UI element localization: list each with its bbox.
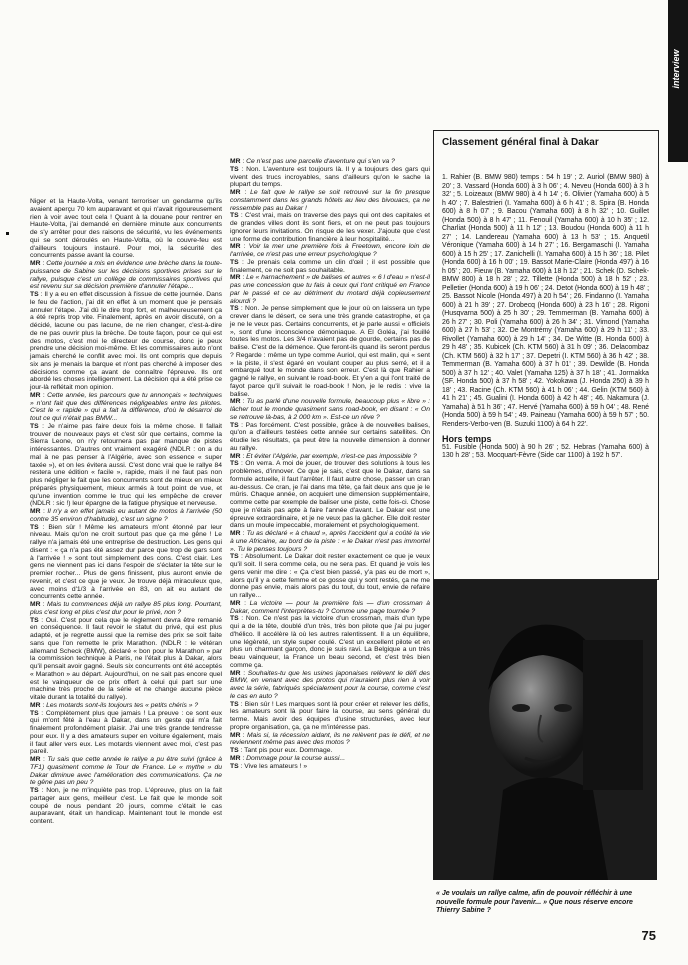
interview-question: MR : Mais tu commences déjà un rallye 85 plus long. Pourtant, plus c'est long et plus c'est dur pour le privé, non ?	[30, 601, 222, 616]
interview-answer: TS : Absolument. Le Dakar doit rester exactement ce que je veux qu'il soit. Il sera comme cela, ou ne sera pas. Et quand je vois les gens venir me dire : « Ça c'est bien passé, y'a pas eu de mort », alors qu'il y a cette femme et ce gosse qui y sont restés, ça ne me donne pas envie, mais alors pas du tout, du tout, envie de refaire un rallye...	[230, 553, 430, 599]
speaker-label: MR	[230, 398, 241, 406]
body-text: Je n'aime pas faire deux fois la même chose. Il fallait trouver de nouveaux pays et c'est sûr que certains, comme la Sierra Leone, on n'y retournera pas par manque de pistes intéressantes. D'autres ont vraiment exagéré (NDLR : on a du mal à ne pas penser à l'Algérie, avec son essence « super taxée »), et on les évitera aussi. C'est donc vrai que le rallye 84 restera une édition « facile », rapide, mais il ne faut pas non plus négliger le fait que les concurrents sont de mieux en mieux préparés physiquement, mieux armés à tout point de vue, et qu'une invention comme le truc qui les empêche de crever (NDLR : sic !) leur épargne de la fatigue physique et nerveuse.	[30, 422, 222, 508]
body-text: Tu sais que cette année le rallye a pu être suivi (grâce à TF1) quasiment comme le Tour de France. Le « mythe » du Dakar diminue avec l'amélioration des communications. Ça ne te gêne pas un peu ?	[30, 756, 222, 787]
interview-question: MR : Souhaites-tu que les usines japonaises relèvent le défi des BMW, en venant avec des protos qui n'auraient plus rien à voir avec la série, fabriqués spécialement pour la course, comme c'est le cas en auto ?	[230, 669, 430, 700]
speaker-label: MR	[230, 754, 241, 762]
speaker-label: TS	[30, 422, 39, 430]
body-text: Ce n'est pas une parcelle d'aventure qui s'en va ?	[246, 158, 395, 165]
hors-temps-text: 51. Fusible (Honda 500) à 90 h 26' ; 52. Hebras (Yamaha 600) à 130 h 28' ; 53. Mocquart-Fèvre (Side car 1100) à 192 h 57'.	[442, 443, 649, 459]
interview-question: MR : Voir la mer une première fois à Freetown, encore loin de l'arrivée, ce n'est pas une erreur psychologique ?	[230, 243, 430, 258]
speaker-label: MR	[230, 669, 241, 677]
body-text: Cette journée a mis en évidence une brèche dans la toute-puissance de Sabine sur les décisions sportives prises sur le rallye, puisque c'est un collège de commissaires sportives qui est revenu sur sa décision première d'annuler l'étape...	[30, 260, 222, 291]
interview-question: MR : Le fait que le rallye se soit retrouvé sur la fin presque constamment dans les grands hôtels au lieu des bivouacs, ça ne ressemble pas au Dakar !	[230, 189, 430, 212]
speaker-label: MR	[30, 508, 41, 515]
paragraph	[30, 198, 222, 260]
interview-question: MR : Il n'y a en effet jamais eu autant de motos à l'arrivée (50 contre 35 environ d'habitude), c'est un signe ?	[30, 508, 222, 523]
body-text: Tu as parlé d'une nouvelle formule, beaucoup plus « libre » : lâcher tout le monde quasiment sans road-book, en disant : « On se retrouve là-bas, à 2 000 km ». Est-ce un rêve ?	[230, 398, 430, 421]
body-text: Non. L'aventure est toujours là. Il y a toujours des gars qui vivent des trucs incroyables, sans d'ailleurs qu'on le sache la plupart du temps.	[230, 165, 430, 189]
speaker-label: TS	[230, 700, 239, 708]
body-text: Tant pis pour eux. Dommage.	[244, 747, 333, 754]
speaker-label: MR	[230, 452, 241, 460]
interview-answer: TS : Tant pis pour eux. Dommage.	[230, 747, 333, 754]
interview-answer: TS : On verra. A moi de jouer, de trouver des solutions à tous les problèmes, d'innover. Ce que je sais, c'est que le Dakar, dans sa formule actuelle, il faut l'arrêter. Il faut autre chose, passer un cran au-dessus. Ce cran, je l'ai dans ma tête, ça fait deux ans que je le mûris. Chaque année, on acquiert une dimension supplémentaire, comme cette par exemple de baliser une piste, cette fois-ci. Chose que je n'étais pas apte à faire l'année d'avant. Le Dakar est une épreuve extraordinaire, et je ne veux pas la gâcher. Elle doit rester dans un moule impeccable, moralement et psychologiquement.	[230, 460, 430, 530]
interview-question: MR : Les motards sont-ils toujours tes « petits chéris » ?	[30, 701, 199, 709]
body-text: Bien sûr ! Les marques sont là pour créer et relever les défis, les amateurs sont là pour faire la course, au sens général du terme. Mais avoir des équipes d'usine structurées, avec leur propre organisation, ça, ça ne m'intéresse pas.	[230, 700, 430, 731]
speaker-label: MR	[30, 391, 41, 399]
body-text: C'est vrai, mais on traverse des pays qui ont des capitales et de grandes villes dont ils sont fiers, et on ne peut pas toujours ignorer leurs invitations. On risque de les vexer. J'ajoute que c'est une forme de contribution financière à leur hospitalité...	[230, 212, 430, 243]
body-text: Niger et la Haute-Volta, venant terroriser un gendarme qu'ils avaient aperçu 70 km auparavant et qui n'avait rigoureusement rien à voir avec tout cela ! Quant à la douane pour rentrer en Haute-Volta, j'ai demandé en dernière minute aux concurrents de s'y arrêter pour des raisons de sécurité, vu les événements qui se sont déroulés en Haute-Volta, où le couvre-feu est d'ailleurs toujours instauré. Pour moi, la sécurité des concurrents passe avant la course.	[30, 198, 222, 260]
interview-answer: TS : Non, je ne m'inquiète pas trop. L'épreuve, plus on la fait partager aux gens, meilleur c'est. Le fait que le monde soit coupé de nous pendant 20 jours, comme c'était le cas auparavant, était un handicap. Maintenant tout le monde est content.	[30, 787, 222, 825]
photo-caption: « Je voulais un rallye calme, afin de pouvoir réfléchir à une nouvelle formule pour l'avenir... » Que nous réserve encore Thierry Sabine ?	[436, 890, 633, 914]
speaker-label: MR	[30, 701, 41, 709]
body-text: Le fait que le rallye se soit retrouvé sur la fin presque constamment dans les grands hôtels au lieu des bivouacs, ça ne ressemble pas au Dakar !	[230, 189, 430, 212]
page-number: 75	[641, 928, 656, 943]
speaker-label: TS	[230, 762, 239, 770]
results-box	[433, 130, 659, 580]
body-text: Mais tu commences déjà un rallye 85 plus long. Pourtant, plus c'est long et plus c'est dur pour le privé, non ?	[30, 601, 222, 616]
interview-question: MR : Dommage pour la course aussi...	[230, 754, 346, 762]
results-list	[442, 174, 649, 461]
speaker-label: TS	[230, 212, 239, 220]
speaker-label: MR	[30, 260, 41, 267]
interview-answer: TS : Non. Je pense simplement que le jour où on laissera un type crever dans le désert, ce sera une très grande catastrophe, et ça je ne le veux pas. Certains concurrents, et je parle aussi « officiels », sont d'une inconscience démoniaque. A El Goléa, j'ai fouillé toutes les motos. Les 3/4 n'avaient pas de gourde, certains pas de balise. C'est de la démence. Que feront-ils quand ils seront perdus ? Regarde : même un type comme Auriol, qui est malin, qui « sent » la piste, il s'est égaré en voulant couper au plus serré, et il a embarqué tout le monde dans son erreur. C'est là que Rahier a gagné le rallye, en suivant le road-book. Et y'en a qui l'ont traité de fayot parce qu'il suivait le road-book ! Non, je le redis : vive la balise.	[230, 305, 430, 398]
body-text: Il n'y a en effet jamais eu autant de motos à l'arrivée (50 contre 35 environ d'habitude), c'est un signe ?	[30, 508, 222, 523]
speaker-label: MR	[30, 601, 41, 608]
speaker-label: MR	[230, 158, 241, 165]
interview-answer: TS : Bien sûr ! Même les amateurs m'ont étonné par leur niveau. Mais qu'on ne croit surtout pas que ça me gêne ! Le rallye n'a jamais été une entreprise de destruction. Les gens qui disent : « ça n'a pas été assez dur parce que trop de gars sont à l'arrivée ! » sont tout simplement des cons. C'est clair. Les gens ne viennent pas ici dans l'espoir de s'éclater la tête sur le premier rocher... Plus de gens finissent, plus auront envie de revenir, et c'est ce que je veux. Je trouve déjà miraculeux que, avec moins d'1/3 à l'arrivée en 83, on ait eu autant de concurrents cette année.	[30, 523, 222, 601]
body-text: Le « harnachement » de balises et autres « 6 l d'eau » n'est-il pas une concession que tu fais à ceux qui t'ont critiqué en France par le passé et ce au détriment du motard déjà copieusement alourdi ?	[230, 274, 430, 305]
interview-answer: TS : Non. L'aventure est toujours là. Il y a toujours des gars qui vivent des trucs incroyables, sans d'ailleurs qu'on le sache la plupart du temps.	[230, 165, 430, 189]
body-text: Je prenais cela comme un clin d'œil ; il est possible que finalement, ce ne soit pas souhaitable.	[230, 258, 430, 274]
speaker-label: TS	[30, 709, 39, 717]
interview-tab	[668, 0, 688, 162]
interview-question: MR : La victoire — pour la première fois — d'un crossman à Dakar, comment l'interprètes-tu ? Comme une page tournée ?	[230, 599, 430, 615]
speaker-label: TS	[230, 305, 239, 313]
interview-question: MR : Ce n'est pas une parcelle d'aventure qui s'en va ?	[230, 158, 395, 165]
body-text: Voir la mer une première fois à Freetown, encore loin de l'arrivée, ce n'est pas une erreur psychologique ?	[230, 243, 430, 258]
speaker-label: TS	[230, 460, 239, 468]
interview-question: MR : Tu as déclaré « à chaud », après l'accident qui a coûté la vie à une Africaine, au bord de la piste : « le Dakar n'est pas immortel ». Tu le penses toujours ?	[230, 530, 430, 553]
speaker-label: MR	[230, 274, 241, 282]
body-text: Bien sûr ! Même les amateurs m'ont étonné par leur niveau. Mais qu'on ne croit surtout pas que ça me gêne ! Le rallye n'a jamais été une entreprise de destruction. Les gens qui disent : « ça n'a pas été assez dur parce que trop de gars sont à l'arrivée ! » sont tout simplement des cons. C'est clair. Les gens ne viennent pas ici dans l'espoir de s'éclater la tête sur le premier rocher... Plus de gens finissent, plus auront envie de revenir, et c'est ce que je veux. Je trouve déjà miraculeux que, avec moins d'1/3 à l'arrivée en 83, on ait eu autant de concurrents cette année.	[30, 523, 222, 601]
interview-question: MR : Tu sais que cette année le rallye a pu être suivi (grâce à TF1) quasiment comme le Tour de France. Le « mythe » du Dakar diminue avec l'amélioration des communications. Ça ne te gêne pas un peu ?	[30, 756, 222, 787]
body-text: Complètement plus que jamais ! La preuve : ce sont eux qui m'ont fêté à l'eau à Dakar, dans un geste qui m'a fait finalement profondément plaisir. J'ai une très grande tendresse pour eux. Il y a des amateurs super en voiture également, mais il faut aller vers eux. Les motards viennent avec moi, c'est pas pareil.	[30, 709, 222, 756]
speaker-label: TS	[30, 291, 39, 298]
interview-question: MR : Tu as parlé d'une nouvelle formule, beaucoup plus « libre » : lâcher tout le monde quasiment sans road-book, en disant : « On se retrouve là-bas, à 2 000 km ». Est-ce un rêve ?	[230, 398, 430, 421]
article-column-1	[30, 198, 222, 826]
interview-answer: TS : Bien sûr ! Les marques sont là pour créer et relever les défis, les amateurs sont là pour faire la course, au sens général du terme. Mais avoir des équipes d'usine structurées, avec leur propre organisation, ça, ça ne m'intéresse pas.	[230, 700, 430, 731]
article-column-2	[230, 158, 430, 770]
speaker-label: TS	[230, 553, 239, 561]
body-text: Pas forcément. C'est possible, grâce à de nouvelles balises, qu'on a d'ailleurs testées cette année sur certains satellites. On étudie les résultats, ça peut être la nouvelle dimension à donner au rallye.	[230, 421, 430, 452]
body-text: Oui. C'est pour cela que le règlement devra être remanié en conséquence. Il faut revoir le statut du privé, qui est plus adapté, et je regrette aussi que la remise des prix se soit faite sans que l'on remette le prix Marathon. (NDLR : le vétéran allemand Scheck (BMW), déclaré « bon pour le Marathon » par la commission technique à Paris, ne l'était plus à Dakar, alors qu'il pensait avoir gagné. Seuls six concurrents ont été acceptés « Marathon » au départ. Aujourd'hui, on ne sait pas encore quel est le vainqueur de ce prix offert à celui qui part sur une machine très proche de la série et ne change aucune pièce vitale durant la totalité du rallye).	[30, 616, 222, 701]
interview-question: MR : Cette journée a mis en évidence une brèche dans la toute-puissance de Sabine sur les décisions sportives prises sur le rallye, puisque c'est un collège de commissaires sportives qui est revenu sur sa décision première d'annuler l'étape...	[30, 260, 222, 291]
interview-answer: TS : C'est vrai, mais on traverse des pays qui ont des capitales et de grandes villes dont ils sont fiers, et on ne peut pas toujours ignorer leurs invitations. On risque de les vexer. J'ajoute que c'est une forme de contribution financière à leur hospitalité...	[230, 212, 430, 243]
interview-answer: TS : Pas forcément. C'est possible, grâce à de nouvelles balises, qu'on a d'ailleurs testées cette année sur certains satellites. On étudie les résultats, ça peut être la nouvelle dimension à donner au rallye.	[230, 421, 430, 452]
interview-answer: TS : Oui. C'est pour cela que le règlement devra être remanié en conséquence. Il faut revoir le statut du privé, qui est plus adapté, et je regrette aussi que la remise des prix se soit faite sans que l'on remette le prix Marathon. (NDLR : le vétéran allemand Scheck (BMW), déclaré « bon pour le Marathon » par la commission technique à Paris, ne l'était plus à Dakar, alors qu'il pensait avoir gagné. Seuls six concurrents ont été acceptés « Marathon » au départ. Aujourd'hui, on ne sait pas encore quel est le vainqueur de ce prix offert à celui qui part sur une machine très proche de la série et ne change aucune pièce vitale durant la totalité du rallye).	[30, 616, 222, 701]
speaker-label: TS	[230, 615, 239, 623]
interview-answer: TS : Il y a eu en effet discussion à l'issue de cette journée. Dans le feu de l'action, j'ai dit en effet à un moment que je pensais annuler l'étape. J'ai dû le dire trop fort, et malheureusement ça a été repris trop vite. Finalement, après en avoir discuté, on a décidé, lacune ou pas lacune, de ne rien changer, c'est-à-dire de ne pas ouvrir plus la brèche. De toute façon, pour ce qui est des motos, c'est moi le directeur de course, donc je peux prendre une décision moi-même. Et les commissaires auto n'ont jamais cherché le conflit avec moi. Ils ont compris que depuis six ans je menais la barque et n'ont pas cherché à imposer des décisions comme ça avant de connaître l'épreuve. Ils ont abordé les choses intelligemment. La décision qui a été prise ce jour-là reflétait mon opinion.	[30, 291, 222, 391]
body-text: Non. Je pense simplement que le jour où on laissera un type crever dans le désert, ce sera une très grande catastrophe, et ça je ne le veux pas. Certains concurrents, et je parle aussi « officiels », sont d'une inconscience démoniaque. A El Goléa, j'ai fouillé toutes les motos. Les 3/4 n'avaient pas de gourde, certains pas de balise. C'est de la démence. Que feront-ils quand ils seront perdus ? Regarde : même un type comme Auriol, qui est malin, qui « sent » la piste, il s'est égaré en voulant couper au plus serré, et il a embarqué tout le monde dans son erreur. C'est là que Rahier a gagné le rallye, en suivant le road-book. Et y'en a qui l'ont traité de fayot parce qu'il suivait le road-book ! Non, je le redis : vive la balise.	[230, 305, 430, 398]
portrait-silhouette-icon	[433, 580, 657, 880]
portrait-photo	[433, 580, 657, 880]
speaker-label: MR	[230, 243, 241, 251]
body-text: Tu as déclaré « à chaud », après l'accident qui a coûté la vie à une Africaine, au bord de la piste : « le Dakar n'est pas immortel ». Tu le penses toujours ?	[230, 530, 430, 553]
interview-question: MR : Le « harnachement » de balises et autres « 6 l d'eau » n'est-il pas une concession que tu fais à ceux qui t'ont critiqué en France par le passé et ce au détriment du motard déjà copieusement alourdi ?	[230, 274, 430, 305]
interview-label: interview	[671, 49, 681, 89]
body-text: Et éviter l'Algérie, par exemple, n'est-ce pas impossible ?	[246, 452, 417, 460]
body-text: Non. Ce n'est pas la victoire d'un crossman, mais d'un type qui a de la tête, doublé d'un très, très bon pilote que j'ai pu juger d'hélico. Il accélère là où les autres ralentissent. Il a un équilibre, une légèreté, un style super coulé. C'est un excellent pilote et en plus un charmant garçon, donc je suis ravi. La Belgique a un très beau vainqueur, la France un beau second, et c'est très bien comme ça.	[230, 615, 430, 669]
body-text: Dommage pour la course aussi...	[246, 754, 346, 762]
interview-answer: TS : Je n'aime pas faire deux fois la même chose. Il fallait trouver de nouveaux pays et c'est sûr que certains, comme la Sierra Leone, on n'y retournera pas par manque de pistes intéressantes. D'autres ont vraiment exagéré (NDLR : on a du mal à ne pas penser à l'Algérie, avec son essence « super taxée »), et on les évitera aussi. C'est donc vrai que le rallye 84 restera une édition « facile », rapide, mais il ne faut pas non plus négliger le fait que les concurrents sont de mieux en mieux préparés physiquement, mieux armés à tout point de vue, et qu'une invention comme le truc qui les empêche de crever (NDLR : sic !) leur épargne de la fatigue physique et nerveuse.	[30, 422, 222, 508]
body-text: Il y a eu en effet discussion à l'issue de cette journée. Dans le feu de l'action, j'ai dit en effet à un moment que je pensais annuler l'étape. J'ai dû le dire trop fort, et malheureusement ça a été repris trop vite. Finalement, après en avoir discuté, on a décidé, lacune ou pas lacune, de ne rien changer, c'est-à-dire de ne pas ouvrir plus la brèche. De toute façon, pour ce qui est des motos, c'est moi le directeur de course, donc je peux prendre une décision moi-même. Et les commissaires auto n'ont jamais cherché le conflit avec moi. Ils ont compris que depuis six ans je menais la barque et n'ont pas cherché à imposer des décisions comme ça avant de connaître l'épreuve. Ils ont abordé les choses intelligemment. La décision qui a été prise ce jour-là reflétait mon opinion.	[30, 291, 222, 391]
interview-answer: TS : Non. Ce n'est pas la victoire d'un crossman, mais d'un type qui a de la tête, doublé d'un très, très bon pilote que j'ai pu juger d'hélico. Il accélère là où les autres ralentissent. Il a un équilibre, une légèreté, un style super coulé. C'est un excellent pilote et en plus un charmant garçon, donc je suis ravi. La Belgique a un très beau vainqueur, la France un beau second, et c'est très bien comme ça.	[230, 615, 430, 669]
speaker-label: TS	[230, 165, 239, 173]
margin-marker	[6, 232, 9, 235]
interview-question: MR : Et éviter l'Algérie, par exemple, n'est-ce pas impossible ?	[230, 452, 417, 460]
speaker-label: MR	[230, 599, 241, 607]
interview-answer: TS : Vive les amateurs ! »	[230, 762, 308, 770]
body-text: Absolument. Le Dakar doit rester exactement ce que je veux qu'il soit. Il sera comme cela, ou ne sera pas. Et quand je vois les gens venir me dire : « Ça c'est bien passé, y'a pas eu de mort », alors qu'il y a cette femme et ce gosse qui y sont restés, ça ne me donne pas envie, mais alors pas du tout, du tout, envie de refaire un rallye...	[230, 553, 430, 599]
results-title: Classement général final à Dakar	[442, 137, 599, 148]
body-text: Mais si, la récession aidant, ils ne relèvent pas le défi, et ne reviennent même pas avec des motos ?	[230, 731, 430, 747]
speaker-label: MR	[230, 530, 241, 537]
speaker-label: MR	[230, 731, 241, 739]
speaker-label: MR	[230, 189, 241, 196]
interview-answer: TS : Complètement plus que jamais ! La preuve : ce sont eux qui m'ont fêté à l'eau à Dakar, dans un geste qui m'a fait finalement profondément plaisir. J'ai une très grande tendresse pour eux. Il y a des amateurs super en voiture également, mais il faut aller vers eux. Les motards viennent avec moi, c'est pas pareil.	[30, 709, 222, 756]
body-text: Vive les amateurs ! »	[244, 762, 308, 770]
speaker-label: TS	[230, 421, 239, 429]
body-text: Non, je ne m'inquiète pas trop. L'épreuve, plus on la fait partager aux gens, meilleur c'est. Le fait que le monde soit coupé de nous pendant 20 jours, comme c'était le cas auparavant, était un handicap. Maintenant tout le monde est content.	[30, 787, 222, 825]
speaker-label: TS	[30, 523, 39, 531]
body-text: Les motards sont-ils toujours tes « petits chéris » ?	[46, 701, 199, 709]
body-text: Souhaites-tu que les usines japonaises relèvent le défi des BMW, en venant avec des protos qui n'auraient plus rien à voir avec la série, fabriqués spécialement pour la course, comme c'est le cas en auto ?	[230, 669, 430, 700]
speaker-label: TS	[30, 787, 39, 794]
speaker-label: TS	[30, 616, 39, 624]
results-text: 1. Rahier (B. BMW 980) temps : 54 h 19' ; 2. Auriol (BMW 980) à 20' ; 3. Vassard (Honda 600) à 3 h 06' ; 4. Neveu (Honda 600) à 3 h 32' ; 5. Loizeaux (BMW 980) à 4 h 14' ; 6. Olivier (Yamaha 600) à 5 h 40' ; 7. Balestrieri (I. Yamaha 600) à 6 h 41' ; 8. Spira (B. Honda 600) à 8 h 07' ; 9. Bacou (Yamaha 600) à 8 h 32' ; 10. Guillet (Honda 500) à 8 h 47' ; 11. Fenouil (Yamaha 600) à 10 h 35' ; 12. Charliat (Honda 500) à 11 h 12' ; 13. Boudou (Honda 600) à 11 h 27' ; 14. Landereau (Yamaha 600) à 13 h 53' ; 15. Anquetil Véronique (Yamaha 600) à 14 h 27' ; 16. Bergamaschi (I. Yamaha 600) à 15 h 25' ; 17. Zanichelli (I. Yamaha 600) à 15 h 36' ; 18. Pilet (Honda 600) à 16 h 00' ; 19. Bassot Marie-Claire (Honda 497) à 16 h 05' ; 20. Fieuw (B. Yamaha 600) à 18 h 12' ; 21. Schek (D. Schek-BMW 800) à 18 h 28' ; 22. Tillette (Honda 500) à 18 h 52' ; 23. Pelletier (Honda 600) à 19 h 06' ; 24. Detot (Honda 600) à 19 h 48' ; 25. Bassot Nicole (Honda 497) à 20 h 54' ; 26. Findanno (I. Yamaha 600) à 21 h 39' ; 27. Drobecq (Honda 600) à 23 h 16' ; 28. Rigoni (Husqvarna 500) à 25 h 30' ; 29. Temmerman (B. Yamaha 600) à 26 h 27' ; 30. Poli (Yamaha 600) à 26 h 34' ; 31. Vimond (Yamaha 600) à 27 h 53' ; 32. De Montrémy (Yamaha 600) à 29 h 11' ; 33. Rivollet (Yamaha 600) à 29 h 14' ; 34. De Witte (B. Honda 600) à 29 h 48' ; 35. Kubicek (Ch. KTM 560) à 31 h 09' ; 36. Delacombaz (Ch. KTM 560) à 32 h 17' ; 37. Depetri (I. KTM 560) à 36 h 42' ; 38. Temmerman (B. Yamaha 600) à 37 h 01' ; 39. Dewilde (B. Honda 500) à 37 h 12' ; 40. Valet (Yamaha 125) à 37 h 18' ; 41. Jormakka (SF. Honda 500) à 37 h 58' ; 42. Yokokawa (J. Honda 250) à 39 h 18' ; 43. Racine (Ch. KTM 560) à 41 h 06' ; 44. Gelin (KTM 560) à 41 h 21' ; 45. Gualini (I. Honda 600) à 42 h 48' ; 46. Nakamura (J. Yamaha) à 51 h 36' ; 47. Hervé (Yamaha 600) à 59 h 04' ; 48. René (Honda 500) à 59 h 54' ; 49. Paineau (Yamaha 600) à 59 h 57' ; 50. Renders-Verbo-ven (B. Suzuki 1100) à 64 h 22'.	[442, 174, 649, 428]
interview-question: MR : Mais si, la récession aidant, ils ne relèvent pas le défi, et ne reviennent même pas avec des motos ?	[230, 731, 430, 747]
body-text: La victoire — pour la première fois — d'un crossman à Dakar, comment l'interprètes-tu ? Comme une page tournée ?	[230, 599, 430, 615]
body-text: Cette année, les parcours que tu annonçais « techniques » n'ont fait que des différences négligeables entre les pilotes. C'est le « rapide » qui a fait la différence, d'où le désarroi de tout ce qui n'était pas BMW...	[30, 391, 222, 422]
hors-temps-title: Hors temps	[442, 434, 492, 444]
body-text: On verra. A moi de jouer, de trouver des solutions à tous les problèmes, d'innover. Ce que je sais, c'est que le Dakar, dans sa formule actuelle, il faut l'arrêter. Il faut autre chose, passer un cran au-dessus. Ce cran, je l'ai dans ma tête, ça fait deux ans que je le mûris. Chaque année, on acquiert une dimension supplémentaire, comme cette par exemple de baliser une piste, cette fois-ci. Chose que je n'étais pas apte à faire l'année d'avant. Le Dakar est une épreuve extraordinaire, et je ne veux pas la gâcher. Elle doit rester dans un moule impeccable, moralement et psychologiquement.	[230, 460, 430, 530]
interview-answer: TS : Je prenais cela comme un clin d'œil ; il est possible que finalement, ce ne soit pas souhaitable.	[230, 258, 430, 274]
speaker-label: MR	[30, 756, 41, 763]
speaker-label: TS	[230, 747, 239, 754]
speaker-label: TS	[230, 258, 239, 266]
interview-question: MR : Cette année, les parcours que tu annonçais « techniques » n'ont fait que des différences négligeables entre les pilotes. C'est le « rapide » qui a fait la différence, d'où le désarroi de tout ce qui n'était pas BMW...	[30, 391, 222, 422]
